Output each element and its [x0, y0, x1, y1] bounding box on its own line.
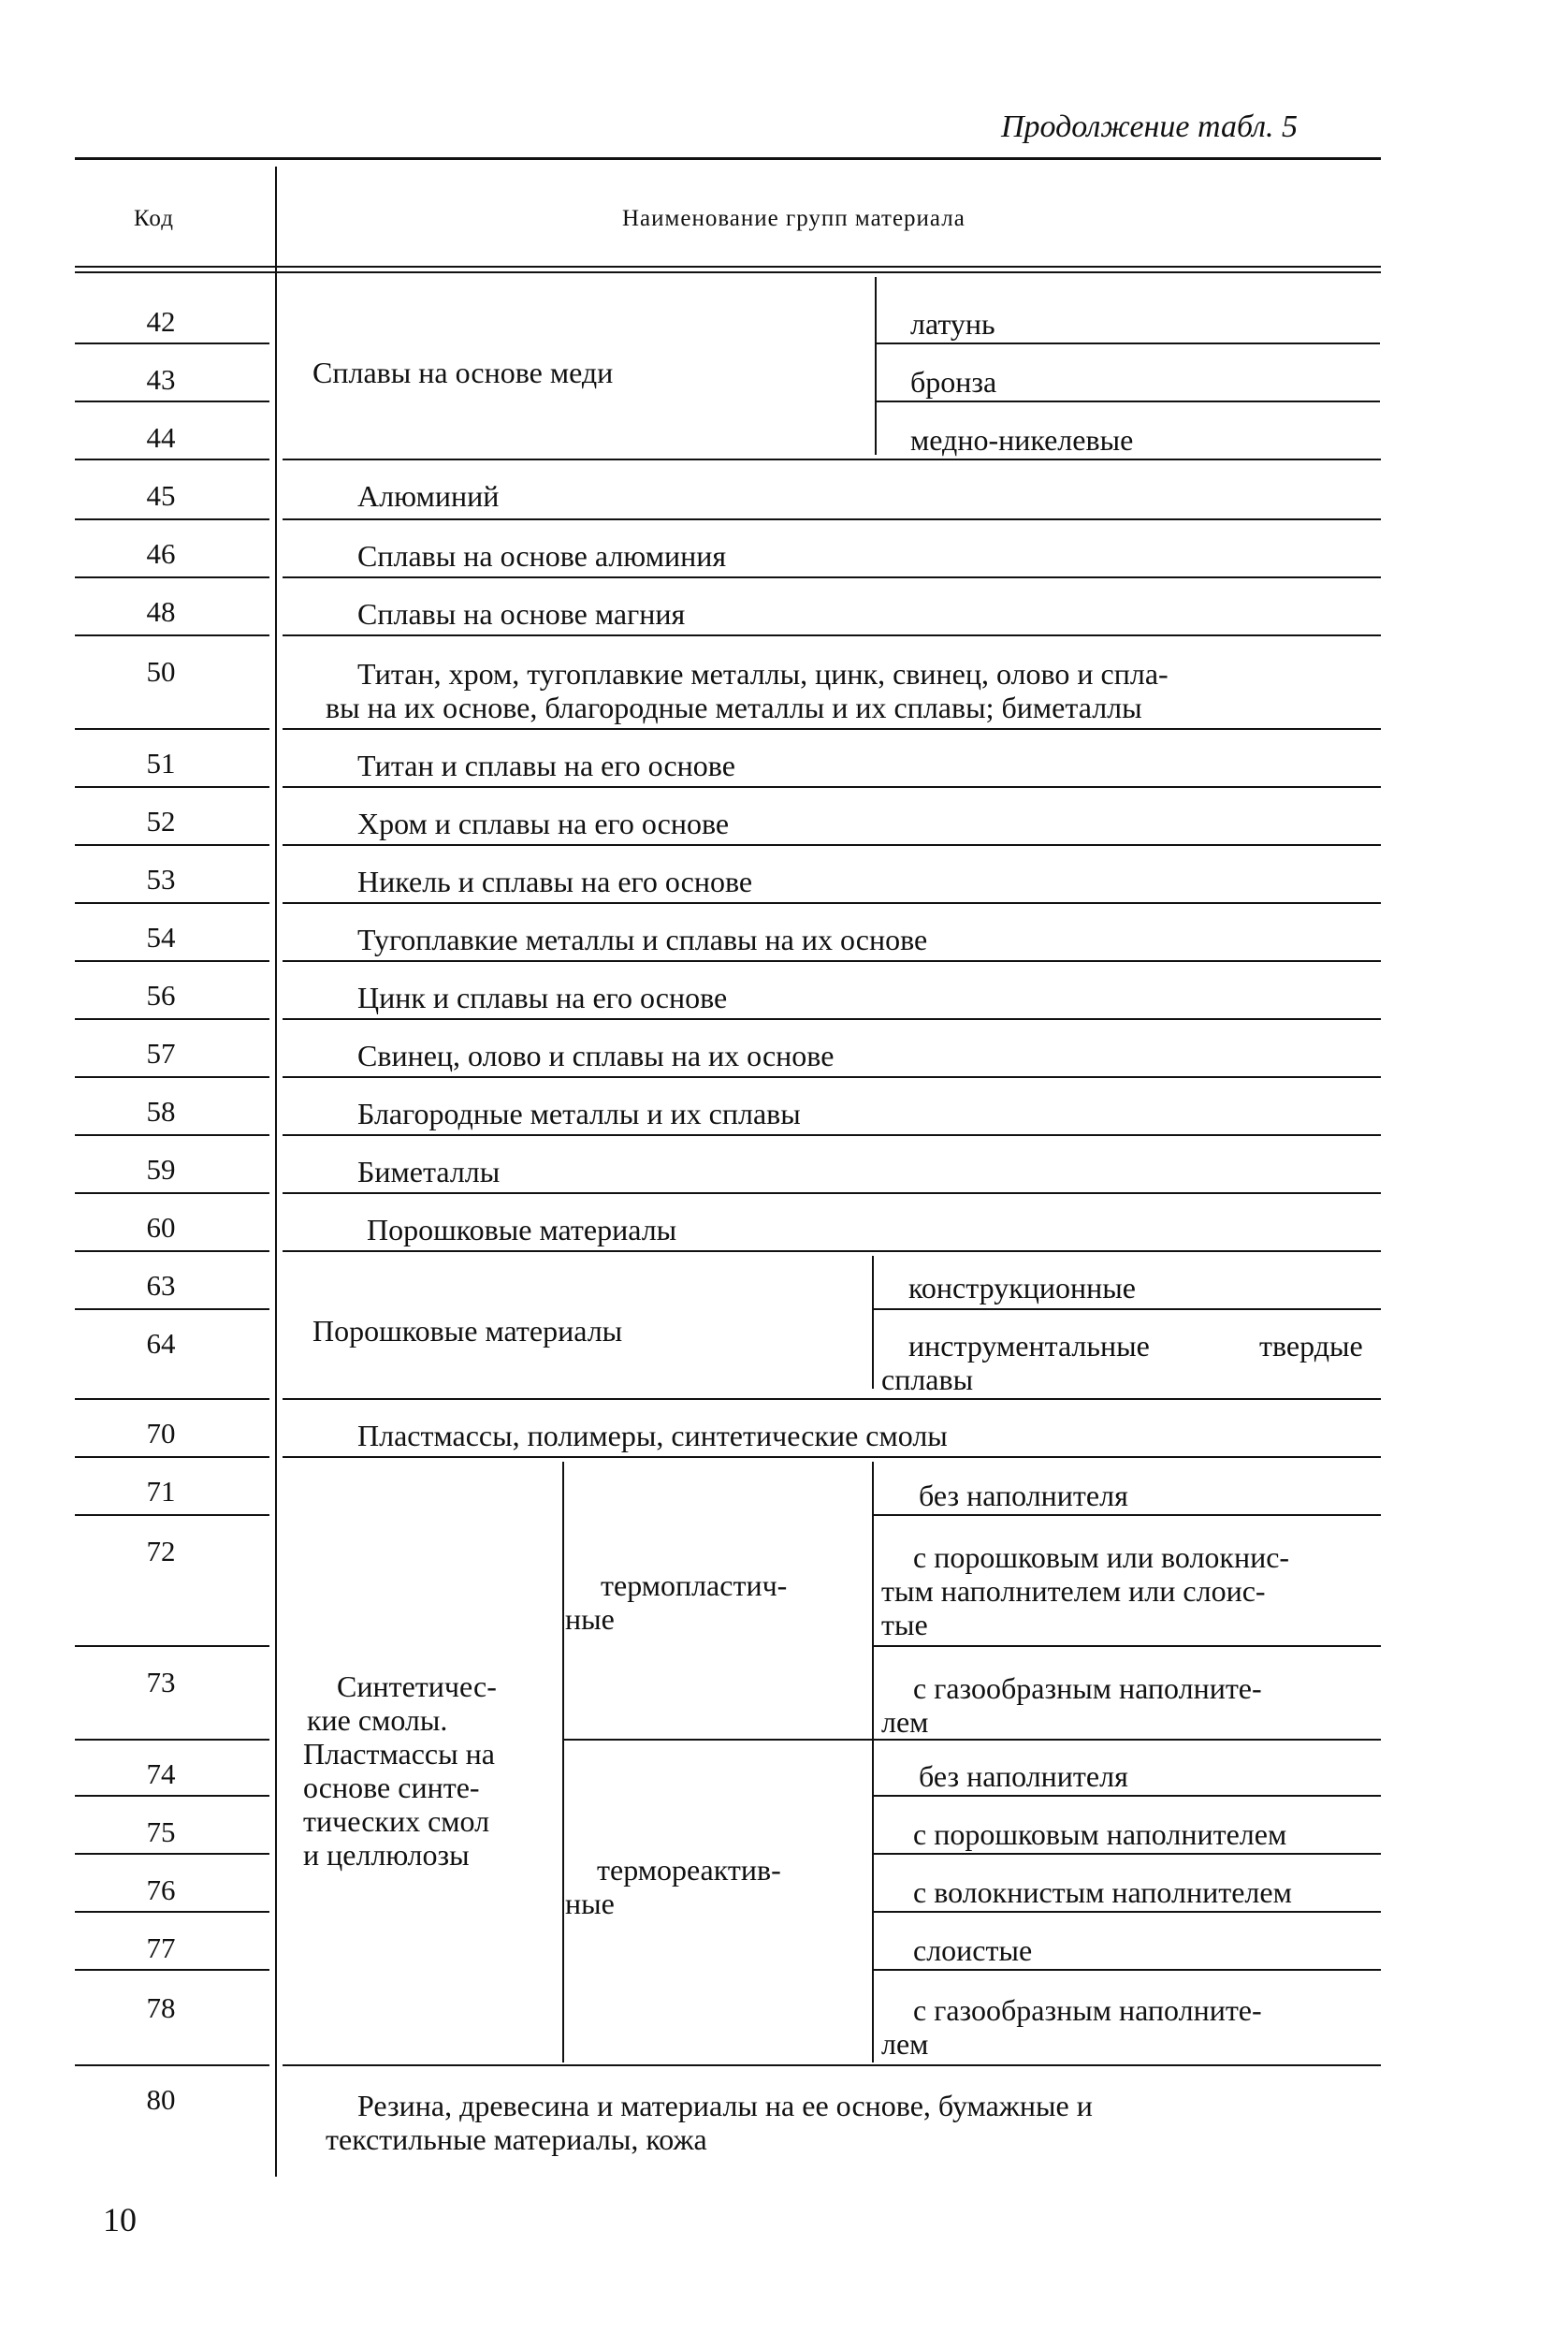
- row-rule: [283, 1134, 1381, 1136]
- thermoplastic-l2: ные: [565, 1602, 615, 1636]
- row-rule: [283, 728, 1381, 730]
- header-code: Код: [134, 206, 174, 231]
- code-60: 60: [146, 1211, 176, 1244]
- sub-brass: латунь: [910, 307, 995, 341]
- code-rule: [75, 1076, 269, 1078]
- synth-group-l2: кие смолы.: [307, 1703, 448, 1737]
- code-78: 78: [146, 1991, 176, 2024]
- code-75: 75: [146, 1815, 176, 1848]
- code-rule: [75, 1308, 269, 1310]
- sub-78-line1: с газообразным наполните-: [913, 1993, 1262, 2027]
- code-77: 77: [146, 1931, 176, 1964]
- row-rule: [283, 1398, 1381, 1400]
- thermoplastic-l1: термопластич-: [601, 1568, 788, 1602]
- sub-77: слоистые: [913, 1933, 1033, 1967]
- code-rule: [75, 518, 269, 520]
- code-72: 72: [146, 1535, 176, 1567]
- code-rule: [75, 728, 269, 730]
- name-50-line1: Титан, хром, тугоплавкие металлы, цинк, свинец, олово и спла-: [357, 657, 1169, 691]
- code-rule: [75, 902, 269, 904]
- row-rule: [283, 1456, 1381, 1458]
- synth-subdivider-1: [562, 1462, 564, 2062]
- code-48: 48: [146, 595, 176, 628]
- code-50: 50: [146, 655, 176, 688]
- code-rule: [75, 1969, 269, 1971]
- name-50-line2: вы на их основе, благородные металлы и их сплавы; биметаллы: [326, 691, 1142, 724]
- code-71: 71: [146, 1475, 176, 1508]
- row-rule: [283, 902, 1381, 904]
- header-name: Наименование групп материала: [622, 206, 965, 231]
- row-rule: [283, 1250, 1381, 1252]
- sub-rule: [874, 1853, 1381, 1855]
- synth-subdivider-2: [872, 1462, 874, 2062]
- row-rule: [283, 1076, 1381, 1078]
- group-powder-materials: Порошковые материалы: [312, 1314, 623, 1348]
- code-rule: [75, 1134, 269, 1136]
- code-51: 51: [146, 747, 176, 780]
- group-copper-alloys: Сплавы на основе меди: [312, 356, 614, 389]
- page-number: 10: [103, 2201, 137, 2238]
- sub-75: с порошковым наполнителем: [913, 1817, 1287, 1851]
- sub-78-line2: лем: [881, 2027, 929, 2061]
- code-rule: [75, 1018, 269, 1020]
- code-76: 76: [146, 1873, 176, 1906]
- code-54: 54: [146, 921, 176, 954]
- thermoset-l2: ные: [565, 1887, 615, 1920]
- code-45: 45: [146, 479, 176, 512]
- code-rule: [75, 1456, 269, 1458]
- thermo-split-rule: [564, 1739, 872, 1741]
- sub-tool-b: твердые: [1259, 1329, 1363, 1363]
- name-57: Свинец, олово и сплавы на их основе: [357, 1039, 835, 1072]
- thermoset-l1: термореактив-: [597, 1853, 781, 1887]
- code-rule: [75, 1514, 269, 1516]
- powder-subdivider: [872, 1256, 874, 1389]
- code-63: 63: [146, 1269, 176, 1302]
- code-rule: [75, 634, 269, 636]
- code-rule: [75, 786, 269, 788]
- sub-rule: [874, 1739, 1381, 1741]
- name-56: Цинк и сплавы на его основе: [357, 981, 728, 1014]
- sub-73-line2: лем: [881, 1705, 929, 1739]
- name-80-line2: текстильные материалы, кожа: [326, 2122, 707, 2156]
- copper-subdivider: [875, 277, 877, 455]
- code-43: 43: [146, 363, 176, 396]
- sub-rule: [877, 401, 1380, 402]
- code-rule: [75, 1250, 269, 1252]
- row-rule: [283, 844, 1381, 846]
- row-rule: [283, 518, 1381, 520]
- row-rule: [283, 786, 1381, 788]
- row-rule: [283, 634, 1381, 636]
- sub-73-line1: с газообразным наполните-: [913, 1671, 1262, 1705]
- row-rule: [283, 2064, 1381, 2066]
- sub-rule: [874, 1969, 1381, 1971]
- sub-tool-c: сплавы: [881, 1363, 974, 1396]
- sub-bronze: бронза: [910, 365, 997, 399]
- sub-rule: [877, 343, 1380, 344]
- code-70: 70: [146, 1417, 176, 1450]
- code-58: 58: [146, 1095, 176, 1128]
- row-rule: [283, 1018, 1381, 1020]
- code-80: 80: [146, 2083, 176, 2116]
- code-rule: [75, 1853, 269, 1855]
- code-44: 44: [146, 421, 176, 454]
- code-56: 56: [146, 979, 176, 1012]
- synth-group-l4: основе синте-: [303, 1771, 480, 1804]
- name-58: Благородные металлы и их сплавы: [357, 1097, 801, 1130]
- code-59: 59: [146, 1153, 176, 1186]
- row-rule: [283, 1192, 1381, 1194]
- sub-rule: [874, 1308, 1381, 1310]
- sub-71: без наполнителя: [919, 1479, 1128, 1512]
- sub-rule: [874, 1514, 1381, 1516]
- code-rule: [75, 844, 269, 846]
- sub-rule: [874, 1795, 1381, 1797]
- code-rule: [75, 1645, 269, 1647]
- code-rule: [75, 2064, 269, 2066]
- code-rule: [75, 1911, 269, 1913]
- sub-72-line3: тые: [881, 1608, 928, 1641]
- code-57: 57: [146, 1037, 176, 1070]
- row-rule: [283, 960, 1381, 962]
- name-54: Тугоплавкие металлы и сплавы на их основе: [357, 923, 928, 956]
- name-52: Хром и сплавы на его основе: [357, 807, 730, 840]
- sub-rule: [874, 1645, 1381, 1647]
- name-45: Алюминий: [357, 479, 500, 513]
- code-42: 42: [146, 305, 176, 338]
- name-51: Титан и сплавы на его основе: [357, 749, 735, 782]
- code-rule: [75, 1192, 269, 1194]
- code-64: 64: [146, 1327, 176, 1360]
- name-59: Биметаллы: [357, 1155, 501, 1188]
- synth-group-l1: Синтетичес-: [337, 1669, 497, 1703]
- header-rule-1: [75, 266, 1381, 268]
- code-46: 46: [146, 537, 176, 570]
- sub-tool-a: инструментальные: [908, 1329, 1150, 1363]
- table-caption: Продолжение табл. 5: [1001, 109, 1299, 144]
- name-53: Никель и сплавы на его основе: [357, 865, 753, 898]
- synth-group-l5: тических смол: [303, 1804, 490, 1838]
- synth-group-l6: и целлюлозы: [303, 1838, 470, 1872]
- sub-72-line1: с порошковым или волокнис-: [913, 1540, 1290, 1574]
- sub-rule: [874, 1911, 1381, 1913]
- name-80-line1: Резина, древесина и материалы на ее основе, бумажные и: [357, 2089, 1093, 2122]
- row-rule: [283, 459, 1381, 460]
- name-60: Порошковые материалы: [367, 1213, 677, 1246]
- name-48: Сплавы на основе магния: [357, 597, 686, 631]
- row-rule: [283, 576, 1381, 578]
- code-column-separator: [275, 167, 277, 2177]
- sub-72-line2: тым наполнителем или слоис-: [881, 1574, 1266, 1608]
- sub-76: с волокнистым наполнителем: [913, 1875, 1292, 1909]
- header-top-rule: [75, 157, 1381, 160]
- code-rule: [75, 960, 269, 962]
- code-rule: [75, 1739, 269, 1741]
- code-rule: [75, 1398, 269, 1400]
- code-rule: [75, 1795, 269, 1797]
- code-73: 73: [146, 1666, 176, 1698]
- sub-structural: конструкционные: [908, 1271, 1136, 1304]
- sub-copper-nickel: медно-никелевые: [910, 423, 1134, 457]
- code-53: 53: [146, 863, 176, 896]
- sub-74: без наполнителя: [919, 1759, 1128, 1793]
- code-74: 74: [146, 1757, 176, 1790]
- synth-group-l3: Пластмассы на: [303, 1737, 495, 1771]
- code-rule: [75, 343, 269, 344]
- name-46: Сплавы на основе алюминия: [357, 539, 727, 573]
- code-rule: [75, 401, 269, 402]
- code-rule: [75, 576, 269, 578]
- name-70: Пластмассы, полимеры, синтетические смолы: [357, 1419, 948, 1452]
- code-rule: [75, 459, 269, 460]
- code-52: 52: [146, 805, 176, 838]
- header-rule-2: [75, 271, 1381, 273]
